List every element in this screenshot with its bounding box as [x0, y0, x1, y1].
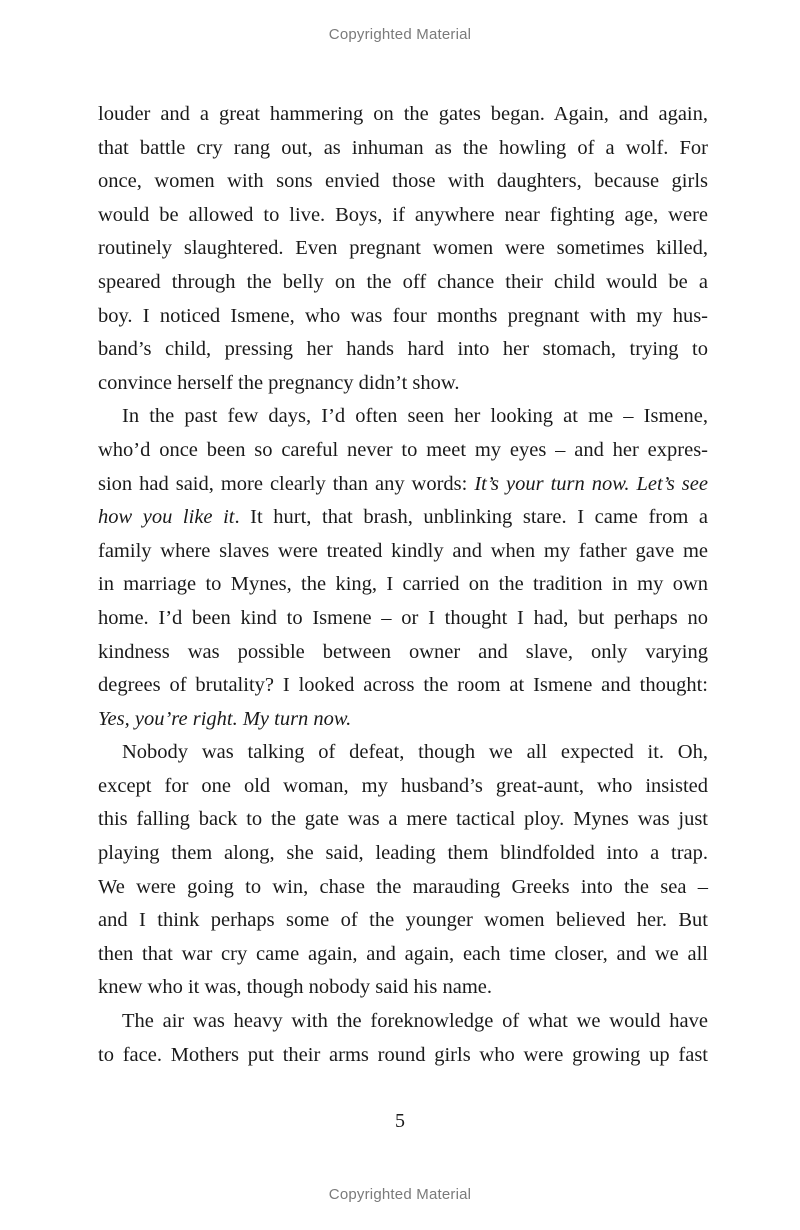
- text-line: band’s child, pressing her hands hard into her stomach, trying to: [98, 338, 708, 361]
- text-line: boy. I noticed Ismene, who was four months pregnant with my hus-: [98, 304, 708, 327]
- text-line: except for one old woman, my husband’s great-aunt, who insisted: [98, 774, 708, 797]
- text-line-mixed: [98, 501, 708, 535]
- text-line: degrees of brutality? I looked across the room at Ismene and thought:: [98, 674, 708, 697]
- text-line: that battle cry rang out, as inhuman as the howling of a wolf. For: [98, 136, 708, 159]
- text-line: convince herself the pregnancy didn’t show.: [98, 371, 460, 394]
- paragraph-3: [98, 736, 708, 1005]
- text-line: who’d once been so careful never to meet my eyes – and her expres-: [98, 438, 708, 461]
- paragraph-4: [98, 1005, 708, 1072]
- text-line: routinely slaughtered. Even pregnant women were sometimes killed,: [98, 237, 708, 260]
- text-line: then that war cry came again, and again, each time closer, and we all: [98, 942, 708, 965]
- text-segment: . It hurt, that brash, unblinking stare. I came from a: [234, 506, 708, 529]
- text-line: [98, 703, 708, 737]
- text-line: playing them along, she said, leading them blindfolded into a trap.: [98, 842, 708, 865]
- text-line: We were going to win, chase the marauding Greeks into the sea –: [98, 875, 708, 898]
- copyright-watermark-top: Copyrighted Material: [328, 26, 472, 43]
- italic-text: how you like it: [98, 506, 235, 529]
- text-line: The air was heavy with the foreknowledge of what we would have: [122, 1010, 708, 1033]
- text-line: louder and a great hammering on the gates began. Again, and again,: [98, 103, 708, 125]
- paragraph-1: [98, 98, 708, 400]
- text-line: home. I’d been kind to Ismene – or I thought I had, but perhaps no: [98, 606, 708, 629]
- text-line: family where slaves were treated kindly and when my father gave me: [98, 539, 708, 562]
- page-number: 5: [395, 1110, 405, 1132]
- paragraph-2: [98, 400, 708, 736]
- text-line: in marriage to Mynes, the king, I carried on the tradition in my own: [98, 573, 708, 596]
- text-line: kindness was possible between owner and slave, only varying: [98, 640, 708, 663]
- text-line: to face. Mothers put their arms round girls who were growing up fast: [98, 1043, 708, 1066]
- text-segment: sion had said, more clearly than any words:: [98, 472, 475, 495]
- text-line: speared through the belly on the off chance their child would be a: [98, 270, 708, 293]
- italic-text: It’s your turn now. Let’s see: [474, 472, 708, 495]
- text-line: this falling back to the gate was a mere tactical ploy. Mynes was just: [98, 808, 708, 831]
- copyright-watermark-bottom: Copyrighted Material: [328, 1186, 472, 1203]
- italic-text: Yes, you’re right. My turn now.: [98, 707, 352, 730]
- text-line: and I think perhaps some of the younger women believed her. But: [98, 909, 708, 932]
- text-line-mixed: [98, 468, 708, 502]
- text-line: would be allowed to live. Boys, if anywhere near fighting age, were: [98, 203, 708, 226]
- text-line: once, women with sons envied those with daughters, because girls: [98, 170, 708, 193]
- text-line: knew who it was, though nobody said his name.: [98, 976, 493, 999]
- text-line: Nobody was talking of defeat, though we all expected it. Oh,: [122, 741, 708, 764]
- body-text: [98, 98, 708, 1072]
- text-line: In the past few days, I’d often seen her looking at me – Ismene,: [122, 405, 708, 428]
